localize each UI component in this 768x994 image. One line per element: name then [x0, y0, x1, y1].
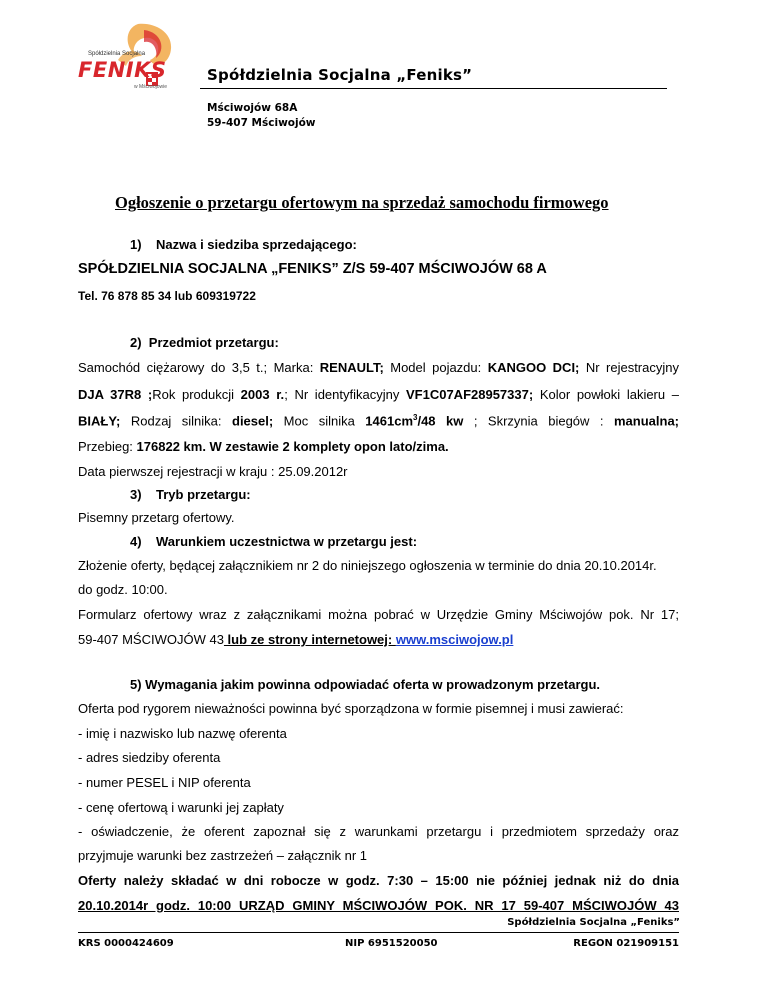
address-line-1: Mściwojów 68A	[207, 102, 298, 114]
vehicle-line-2	[78, 387, 679, 402]
submission-line-2: 20.10.2014r godz. 10:00 URZĄD GMINY MŚCIWOJÓW POK. NR 17 59-407 MŚCIWOJÓW 43	[78, 898, 679, 913]
header-title: Spółdzielnia Socjalna „Feniks”	[207, 66, 473, 84]
seller-phone: Tel. 76 878 85 34 lub 609319722	[78, 289, 256, 303]
gearbox-value: manualna;	[613, 413, 679, 429]
text: Samochód ciężarowy do 3,5 t.; Marka:	[78, 360, 320, 375]
registration-value: DJA 37R8 ;	[78, 387, 153, 402]
page-title: Ogłoszenie o przetargu ofertowym na sprzedaż samochodu firmowego	[115, 193, 609, 212]
website-link[interactable]: www.msciwojow.pl	[395, 632, 514, 647]
list-item: - imię i nazwisko lub nazwę oferenta	[78, 726, 287, 741]
list-item: - cenę ofertową i warunki jej zapłaty	[78, 800, 284, 815]
header-address	[207, 101, 316, 131]
color-value: BIAŁY;	[78, 413, 121, 429]
header-divider	[200, 88, 667, 89]
year-value: 2003 r.	[240, 387, 285, 402]
submission-line-1: Oferty należy składać w dni robocze w godz. 7:30 – 15:00 nie później jednak niż do dnia	[78, 873, 679, 888]
text: Przebieg:	[78, 439, 137, 454]
text: Nr rejestracyjny	[579, 360, 679, 375]
seller-name: SPÓŁDZIELNIA SOCJALNA „FENIKS” Z/S 59-407 MŚCIWOJÓW 68 A	[78, 261, 547, 277]
logo-small-text: Spółdzielnia Socjalna	[88, 51, 146, 57]
model-value: KANGOO DCI;	[487, 360, 580, 375]
text: Model pojazdu:	[383, 360, 488, 375]
footer-regon: REGON 021909151	[573, 938, 679, 949]
footer-krs: KRS 0000424609	[78, 938, 174, 949]
vin-value: VF1C07AF28957337;	[405, 387, 534, 402]
text: ; Skrzynia biegów :	[463, 413, 614, 429]
text: 59-407 MŚCIWOJÓW 43	[78, 632, 224, 647]
condition-line-1: Złożenie oferty, będącej załącznikiem nr 2 do niniejszego ogłoszenia w terminie do dnia 20.10.2014r.	[78, 558, 657, 573]
text: Rodzaj silnika:	[120, 413, 232, 429]
text: ; Nr identyfikacyjny	[284, 387, 406, 402]
condition-line-3: Formularz ofertowy wraz z załącznikami można pobrać w Urzędzie Gminy Mściwojów pok. Nr 17;	[78, 607, 679, 622]
section-3-heading: 3) Tryb przetargu:	[130, 487, 251, 502]
vehicle-line-1	[78, 360, 679, 375]
mileage-value: 176822 km. W zestawie 2 komplety opon lato/zima.	[136, 439, 449, 454]
condition-line-2: do godz. 10:00.	[78, 582, 168, 597]
section-1-heading: 1) Nazwa i siedziba sprzedającego:	[130, 237, 357, 252]
first-registration: Data pierwszej rejestracji w kraju : 25.09.2012r	[78, 464, 348, 479]
feniks-logo	[78, 20, 190, 106]
list-item: - oświadczenie, że oferent zapoznał się z warunkami przetargu i przedmiotem sprzedaży oraz	[78, 824, 679, 839]
list-item: - adres siedziby oferenta	[78, 750, 221, 765]
section-5-heading: 5) Wymagania jakim powinna odpowiadać oferta w prowadzonym przetargu.	[130, 677, 601, 692]
logo-sub-text: w Mściwojowie	[134, 84, 168, 90]
text: Rok produkcji	[152, 387, 241, 402]
footer-divider	[78, 932, 679, 933]
offer-intro: Oferta pod rygorem nieważności powinna być sporządzona w formie pisemnej i musi zawierać:	[78, 701, 624, 716]
engine-value: diesel;	[232, 413, 274, 429]
superscript: 3	[413, 413, 418, 422]
tender-mode: Pisemny przetarg ofertowy.	[78, 510, 235, 525]
text: Kolor powłoki lakieru –	[533, 387, 679, 402]
text: Moc silnika	[273, 413, 366, 429]
vehicle-line-3	[78, 413, 679, 428]
make-value: RENAULT;	[319, 360, 384, 375]
condition-line-4	[78, 632, 513, 647]
text: lub ze strony internetowej:	[223, 632, 396, 647]
list-item: - numer PESEL i NIP oferenta	[78, 775, 251, 790]
address-line-2: 59-407 Mściwojów	[207, 117, 316, 129]
footer-name: Spółdzielnia Socjalna „Feniks”	[507, 917, 680, 928]
vehicle-line-4	[78, 439, 449, 454]
section-4-heading: 4) Warunkiem uczestnictwa w przetargu jest:	[130, 534, 418, 549]
capacity-value: 1461cm	[365, 413, 414, 429]
logo-brand: FENIKS	[78, 58, 167, 82]
footer-nip: NIP 6951520050	[345, 938, 438, 949]
power-value: /48 kw	[417, 413, 464, 429]
list-item-continued: przyjmuje warunki bez zastrzeżeń – załącznik nr 1	[78, 848, 368, 863]
section-2-heading: 2) Przedmiot przetargu:	[130, 335, 279, 350]
